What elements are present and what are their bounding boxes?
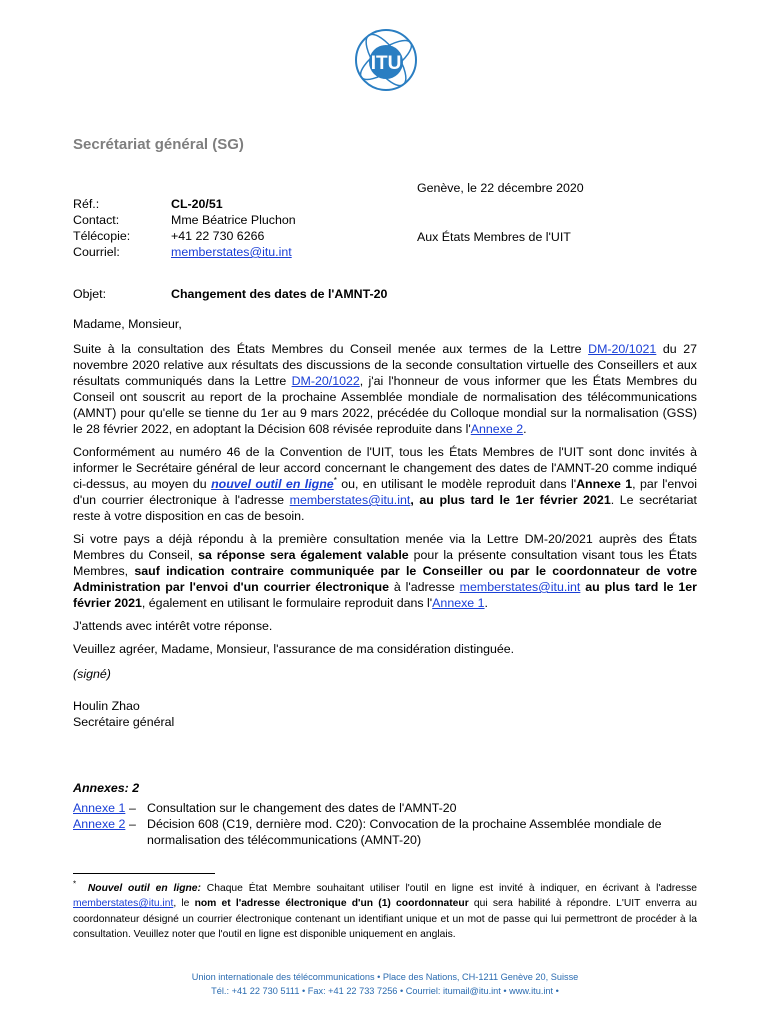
- annex-description: Décision 608 (C19, dernière mod. C20): Convocation de la prochaine Assemblée mondiale de normalisation des télécommunications (AMNT-20): [147, 817, 662, 847]
- annex-description: Consultation sur le changement des dates de l'AMNT-20: [147, 801, 457, 815]
- paragraph-2: Conformément au numéro 46 de la Convention de l'UIT, tous les États Membres de l'UIT sont donc invités à informer le Secrétaire général de leur accord concernant le changement des dates de l'AMNT-20 comme indiqué ci-dessus, au moyen du nouvel outil en ligne* ou, en utilisant le modèle reproduit dans l'Annexe 1, par l'envoi d'un courrier électronique à l'adresse memberstates@itu.int, au plus tard le 1er février 2021. Le secrétariat reste à votre disposition en cas de besoin.: [73, 445, 698, 523]
- email-label: Courriel:: [73, 245, 120, 259]
- salutation: Madame, Monsieur,: [73, 317, 182, 331]
- fax-label: Télécopie:: [73, 229, 131, 243]
- ref-row: [73, 196, 296, 212]
- closing: Veuillez agréer, Madame, Monsieur, l'assurance de ma considération distinguée.: [73, 642, 515, 656]
- subject-value: Changement des dates de l'AMNT-20: [171, 287, 388, 301]
- footnote-mark: *: [73, 879, 77, 889]
- ref-label: Réf.:: [73, 197, 100, 211]
- annex-1-link[interactable]: Annexe 1: [73, 801, 126, 815]
- fax-value: +41 22 730 6266: [171, 229, 265, 243]
- deadline-bold: , au plus tard le 1er février 2021: [410, 493, 611, 507]
- annex-item: Annexe 1 – Consultation sur le changement des dates de l'AMNT-20: [73, 800, 697, 816]
- email-link[interactable]: memberstates@itu.int: [171, 245, 292, 259]
- signatory-title: Secrétaire général: [73, 715, 175, 729]
- footnote-mark: *: [333, 475, 337, 485]
- annexes-section: [73, 780, 697, 848]
- place-date: Genève, le 22 décembre 2020: [417, 181, 584, 195]
- footer-address: Union internationale des télécommunications • Place des Nations, CH-1211 Genève 20, Suisse: [191, 972, 579, 982]
- ref-value: CL-20/51: [171, 197, 223, 211]
- annex-2-link[interactable]: Annexe 2: [73, 817, 126, 831]
- annexes-title: Annexes: 2: [73, 781, 140, 795]
- contact-label: Contact:: [73, 213, 120, 227]
- email-link[interactable]: memberstates@itu.int: [73, 898, 174, 910]
- page-footer: [73, 970, 697, 998]
- reference-block: [73, 196, 296, 260]
- footnote: * Nouvel outil en ligne: Chaque État Membre souhaitant utiliser l'outil en ligne est invité à indiquer, en écrivant à l'adresse memberstates@itu.int, le nom et l'adresse électronique d'un (1) coordonnateur qui sera habilité à répondre. L'UIT enverra au coordonnateur désigné un courrier électronique contenant un identifiant unique et un mot de passe qui lui permettront de procéder à la consultation. Veuillez noter que l'outil en ligne est disponible uniquement en anglais.: [73, 879, 697, 941]
- annex-1-bold: Annexe 1: [576, 477, 633, 491]
- paragraph-1: Suite à la consultation des États Membres du Conseil menée aux termes de la Lettre DM-20/1021 du 27 novembre 2020 relative aux résultats des discussions de la seconde consultation virtuelle des Conseillers et aux résultats communiqués dans la Lettre DM-20/1022, j'ai l'honneur de vous informer que les États Membres du Conseil ont souscrit au report de la prochaine Assemblée mondiale de normalisation des télécommunications (AMNT) pour qu'elle se tienne du 1er au 9 mars 2022, précédée du Colloque mondial sur la normalisation (GSS) le 28 février 2022, en adoptant la Décision 608 révisée reproduite dans l'Annexe 2.: [73, 342, 697, 436]
- signatory-name: Houlin Zhao: [73, 699, 140, 713]
- annex-1-link[interactable]: Annexe 1: [432, 596, 485, 610]
- footnote-separator: [73, 873, 215, 874]
- online-tool-link[interactable]: nouvel outil en ligne: [211, 477, 334, 491]
- paragraph-4: J'attends avec intérêt votre réponse.: [73, 619, 273, 633]
- addressee: Aux États Membres de l'UIT: [417, 230, 571, 244]
- fax-row: [73, 228, 296, 244]
- contact-value: Mme Béatrice Pluchon: [171, 213, 296, 227]
- footer-contact: Tél.: +41 22 730 5111 • Fax: +41 22 733 7256 • Courriel: itumail@itu.int • www.itu.int •: [211, 986, 559, 996]
- subject-line: [73, 286, 387, 302]
- svg-text:ITU: ITU: [370, 53, 402, 74]
- letter-body: [73, 316, 697, 730]
- email-row: [73, 244, 296, 260]
- dm-20-1021-link[interactable]: DM-20/1021: [588, 342, 657, 356]
- itu-logo: [352, 26, 420, 94]
- contact-row: [73, 212, 296, 228]
- itu-emblem-icon: [352, 26, 420, 94]
- paragraph-3: Si votre pays a déjà répondu à la première consultation menée via la Lettre DM-20/2021 auprès des États Membres du Conseil, sa réponse sera également valable pour la présente consultation visant tous les États Membres, sauf indication contraire communiquée par le Conseiller ou par le coordonnateur de votre Administration par l'envoi d'un courrier électronique à l'adresse memberstates@itu.int au plus tard le 1er février 2021, également en utilisant le formulaire reproduit dans l'Annexe 1.: [73, 532, 697, 610]
- annex-2-link[interactable]: Annexe 2: [470, 422, 524, 436]
- footnote-title: Nouvel outil en ligne:: [87, 883, 201, 894]
- email-link[interactable]: memberstates@itu.int: [289, 493, 411, 507]
- dm-20-1022-link[interactable]: DM-20/1022: [291, 374, 360, 388]
- email-link[interactable]: memberstates@itu.int: [459, 580, 581, 594]
- signed-mark: (signé): [73, 667, 111, 681]
- department-title: Secrétariat général (SG): [73, 136, 244, 153]
- subject-label: Objet:: [73, 287, 107, 301]
- annex-item: Annexe 2 – Décision 608 (C19, dernière mod. C20): Convocation de la prochaine Assemblée mondiale de normalisation des télécommunications (AMNT-20): [73, 816, 697, 848]
